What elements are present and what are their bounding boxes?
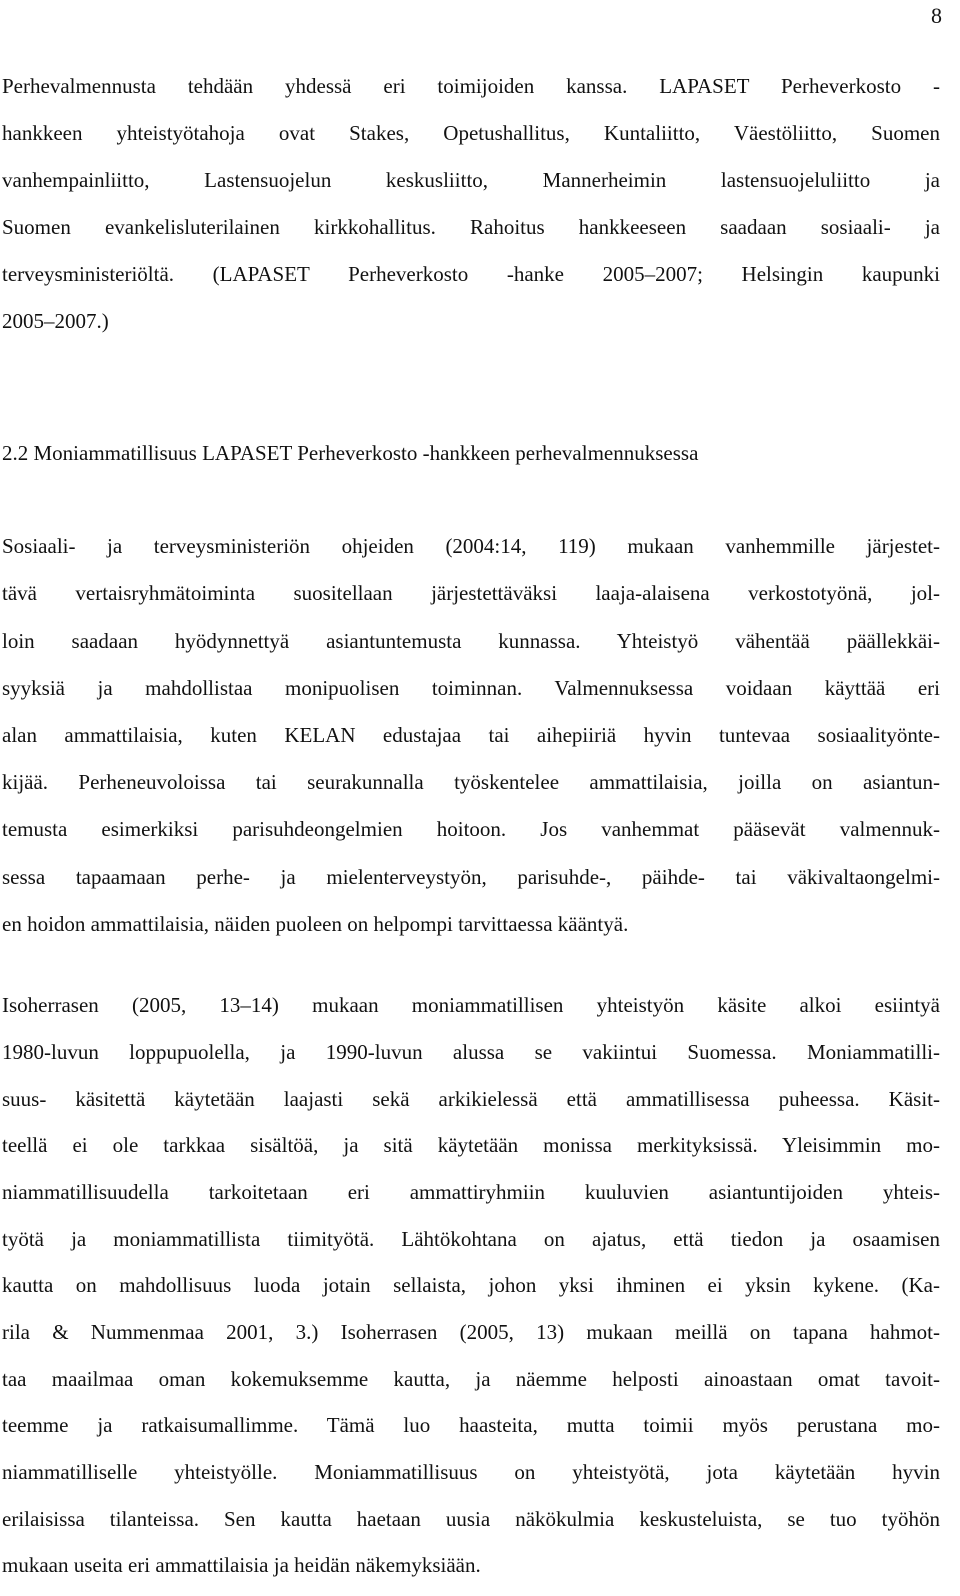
text-line: kautta on mahdollisuus luoda jotain sellaista, johon yksi ihminen ei yksin kykene. (Ka- bbox=[2, 1273, 940, 1297]
text-line: teemme ja ratkaisumallimme. Tämä luo haasteita, mutta toimii myös perustana mo- bbox=[2, 1413, 940, 1437]
text-line: mukaan useita eri ammattilaisia ja heidän näkemyksiään. bbox=[2, 1553, 481, 1577]
text-line: kijää. Perheneuvoloissa tai seurakunnalla työskentelee ammattilaisia, joilla on asiantun- bbox=[2, 770, 940, 794]
text-line: temusta esimerkiksi parisuhdeongelmien hoitoon. Jos vanhemmat pääsevät valmennuk- bbox=[2, 817, 940, 841]
text-line: Suomen evankelisluterilainen kirkkohallitus. Rahoitus hankkeeseen saadaan sosiaali- ja bbox=[2, 215, 940, 239]
text-line: hankkeen yhteistyötahoja ovat Stakes, Opetushallitus, Kuntaliitto, Väestöliitto, Suomen bbox=[2, 121, 940, 145]
text-line: tävä vertaisryhmätoiminta suositellaan järjestettäväksi laaja-alaisena verkostotyönä, jol- bbox=[2, 581, 940, 605]
section-heading: 2.2 Moniammatillisuus LAPASET Perheverkosto -hankkeen perhevalmennuksessa bbox=[2, 441, 699, 465]
text-line: 2005–2007.) bbox=[2, 309, 109, 333]
text-line: Perhevalmennusta tehdään yhdessä eri toimijoiden kanssa. LAPASET Perheverkosto - bbox=[2, 74, 940, 98]
page-number: 8 bbox=[931, 3, 942, 28]
text-line: niammatilliselle yhteistyölle. Moniammatillisuus on yhteistyötä, jota käytetään hyvin bbox=[2, 1460, 940, 1484]
text-line: Sosiaali- ja terveysministeriön ohjeiden (2004:14, 119) mukaan vanhemmille järjestet- bbox=[2, 534, 940, 558]
text-line: 1980-luvun loppupuolella, ja 1990-luvun alussa se vakiintui Suomessa. Moniammatilli- bbox=[2, 1040, 940, 1064]
text-line: suus- käsitettä käytetään laajasti sekä arkikielessä että ammatillisessa puheessa. Käsit- bbox=[2, 1087, 940, 1111]
text-line: sessa tapaamaan perhe- ja mielenterveystyön, parisuhde-, päihde- tai väkivaltaongelmi- bbox=[2, 865, 940, 889]
text-line: terveysministeriöltä. (LAPASET Perheverkosto -hanke 2005–2007; Helsingin kaupunki bbox=[2, 262, 940, 286]
text-line: teellä ei ole tarkkaa sisältöä, ja sitä käytetään monissa merkityksissä. Yleisimmin mo- bbox=[2, 1133, 940, 1157]
text-line: syyksiä ja mahdollistaa monipuolisen toiminnan. Valmennuksessa voidaan käyttää eri bbox=[2, 676, 940, 700]
text-line: taa maailmaa oman kokemuksemme kautta, ja näemme helposti ainoastaan omat tavoit- bbox=[2, 1367, 940, 1391]
text-line: rila & Nummenmaa 2001, 3.) Isoherrasen (2005, 13) mukaan meillä on tapana hahmot- bbox=[2, 1320, 940, 1344]
text-line: en hoidon ammattilaisia, näiden puoleen on helpompi tarvittaessa kääntyä. bbox=[2, 912, 629, 936]
text-line: vanhempainliitto, Lastensuojelun keskusliitto, Mannerheimin lastensuojeluliitto ja bbox=[2, 168, 940, 192]
text-line: erilaisissa tilanteissa. Sen kautta haetaan uusia näkökulmia keskusteluista, se tuo työhön bbox=[2, 1507, 940, 1531]
text-line: alan ammattilaisia, kuten KELAN edustajaa tai aihepiiriä hyvin tuntevaa sosiaalityönte- bbox=[2, 723, 940, 747]
text-line: niammatillisuudella tarkoitetaan eri ammattiryhmiin kuuluvien asiantuntijoiden yhteis- bbox=[2, 1180, 940, 1204]
text-line: työtä ja moniammatillista tiimityötä. Lähtökohtana on ajatus, että tiedon ja osaamisen bbox=[2, 1227, 940, 1251]
text-line: Isoherrasen (2005, 13–14) mukaan moniammatillisen yhteistyön käsite alkoi esiintyä bbox=[2, 993, 940, 1017]
text-line: loin saadaan hyödynnettyä asiantuntemusta kunnassa. Yhteistyö vähentää päällekkäi- bbox=[2, 629, 940, 653]
